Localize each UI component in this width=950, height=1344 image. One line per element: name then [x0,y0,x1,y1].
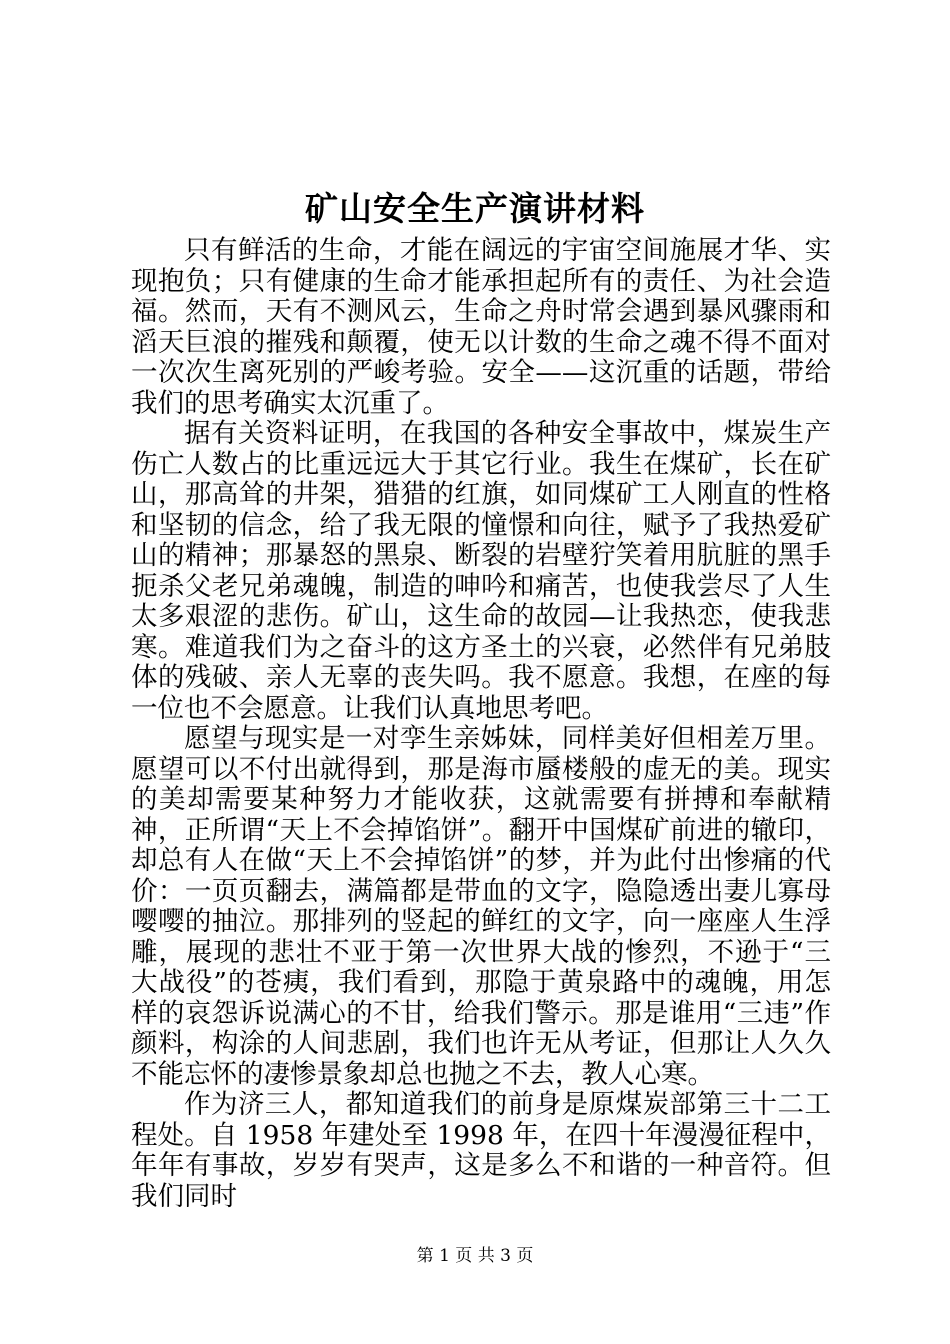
page-number-footer: 第 1 页 共 3 页 [416,1246,534,1266]
paragraph-2: 据有关资料证明，在我国的各种安全事故中，煤炭生产伤亡人数占的比重远远大于其它行业。我生在煤矿，长在矿山，那高耸的井架，猎猎的红旗，如同煤矿工人刚直的性格和坚韧的信念，给了我无限的憧憬和向往，赋予了我热爱矿山的精神；那暴怒的黑泉、断裂的岩壁狞笑着用肮脏的黑手扼杀父老兄弟魂魄，制造的呻吟和痛苦，也使我尝尽了人生太多艰涩的悲伤。矿山，这生命的故园—让我热恋，使我悲寒。难道我们为之奋斗的这方圣土的兴衰，必然伴有兄弟肢体的残破、亲人无辜的丧失吗。我不愿意。我想，在座的每一位也不会愿意。让我们认真地思考吧。 [131,418,831,724]
paragraph-1: 只有鲜活的生命，才能在阔远的宇宙空间施展才华、实现抱负；只有健康的生命才能承担起所有的责任、为社会造福。然而，天有不测风云，生命之舟时常会遇到暴风骤雨和滔天巨浪的摧残和颠覆，使无以计数的生命之魂不得不面对一次次生离死别的严峻考验。安全——这沉重的话题，带给我们的思考确实太沉重了。 [131,235,831,419]
paragraph-3: 愿望与现实是一对孪生亲姊妹，同样美好但相差万里。愿望可以不付出就得到，那是海市蜃楼般的虚无的美。现实的美却需要某种努力才能收获，这就需要有拼搏和奉献精神，正所谓“天上不会掉馅饼”。翻开中国煤矿前进的辙印，却总有人在做“天上不会掉馅饼”的梦，并为此付出惨痛的代价：一页页翻去，满篇都是带血的文字，隐隐透出妻儿寡母嘤嘤的抽泣。那排列的竖起的鲜红的文字，向一座座人生浮雕，展现的悲壮不亚于第一次世界大战的惨烈，不逊于“三大战役”的苍痍，我们看到，那隐于黄泉路中的魂魄，用怎样的哀怨诉说满心的不甘，给我们警示。那是谁用“三违”作颜料，构涂的人间悲剧，我们也许无从考证，但那让人久久不能忘怀的凄惨景象却总也抛之不去，教人心寒。 [131,723,831,1090]
document-title: 矿山安全生产演讲材料 [305,189,645,228]
paragraph-4: 作为济三人，都知道我们的前身是原煤炭部第三十二工程处。自 1958 年建处至 1998 年，在四十年漫漫征程中，年年有事故，岁岁有哭声，这是多么不和谐的一种音符。但我们同时 [131,1089,831,1212]
document-body [131,236,831,1212]
